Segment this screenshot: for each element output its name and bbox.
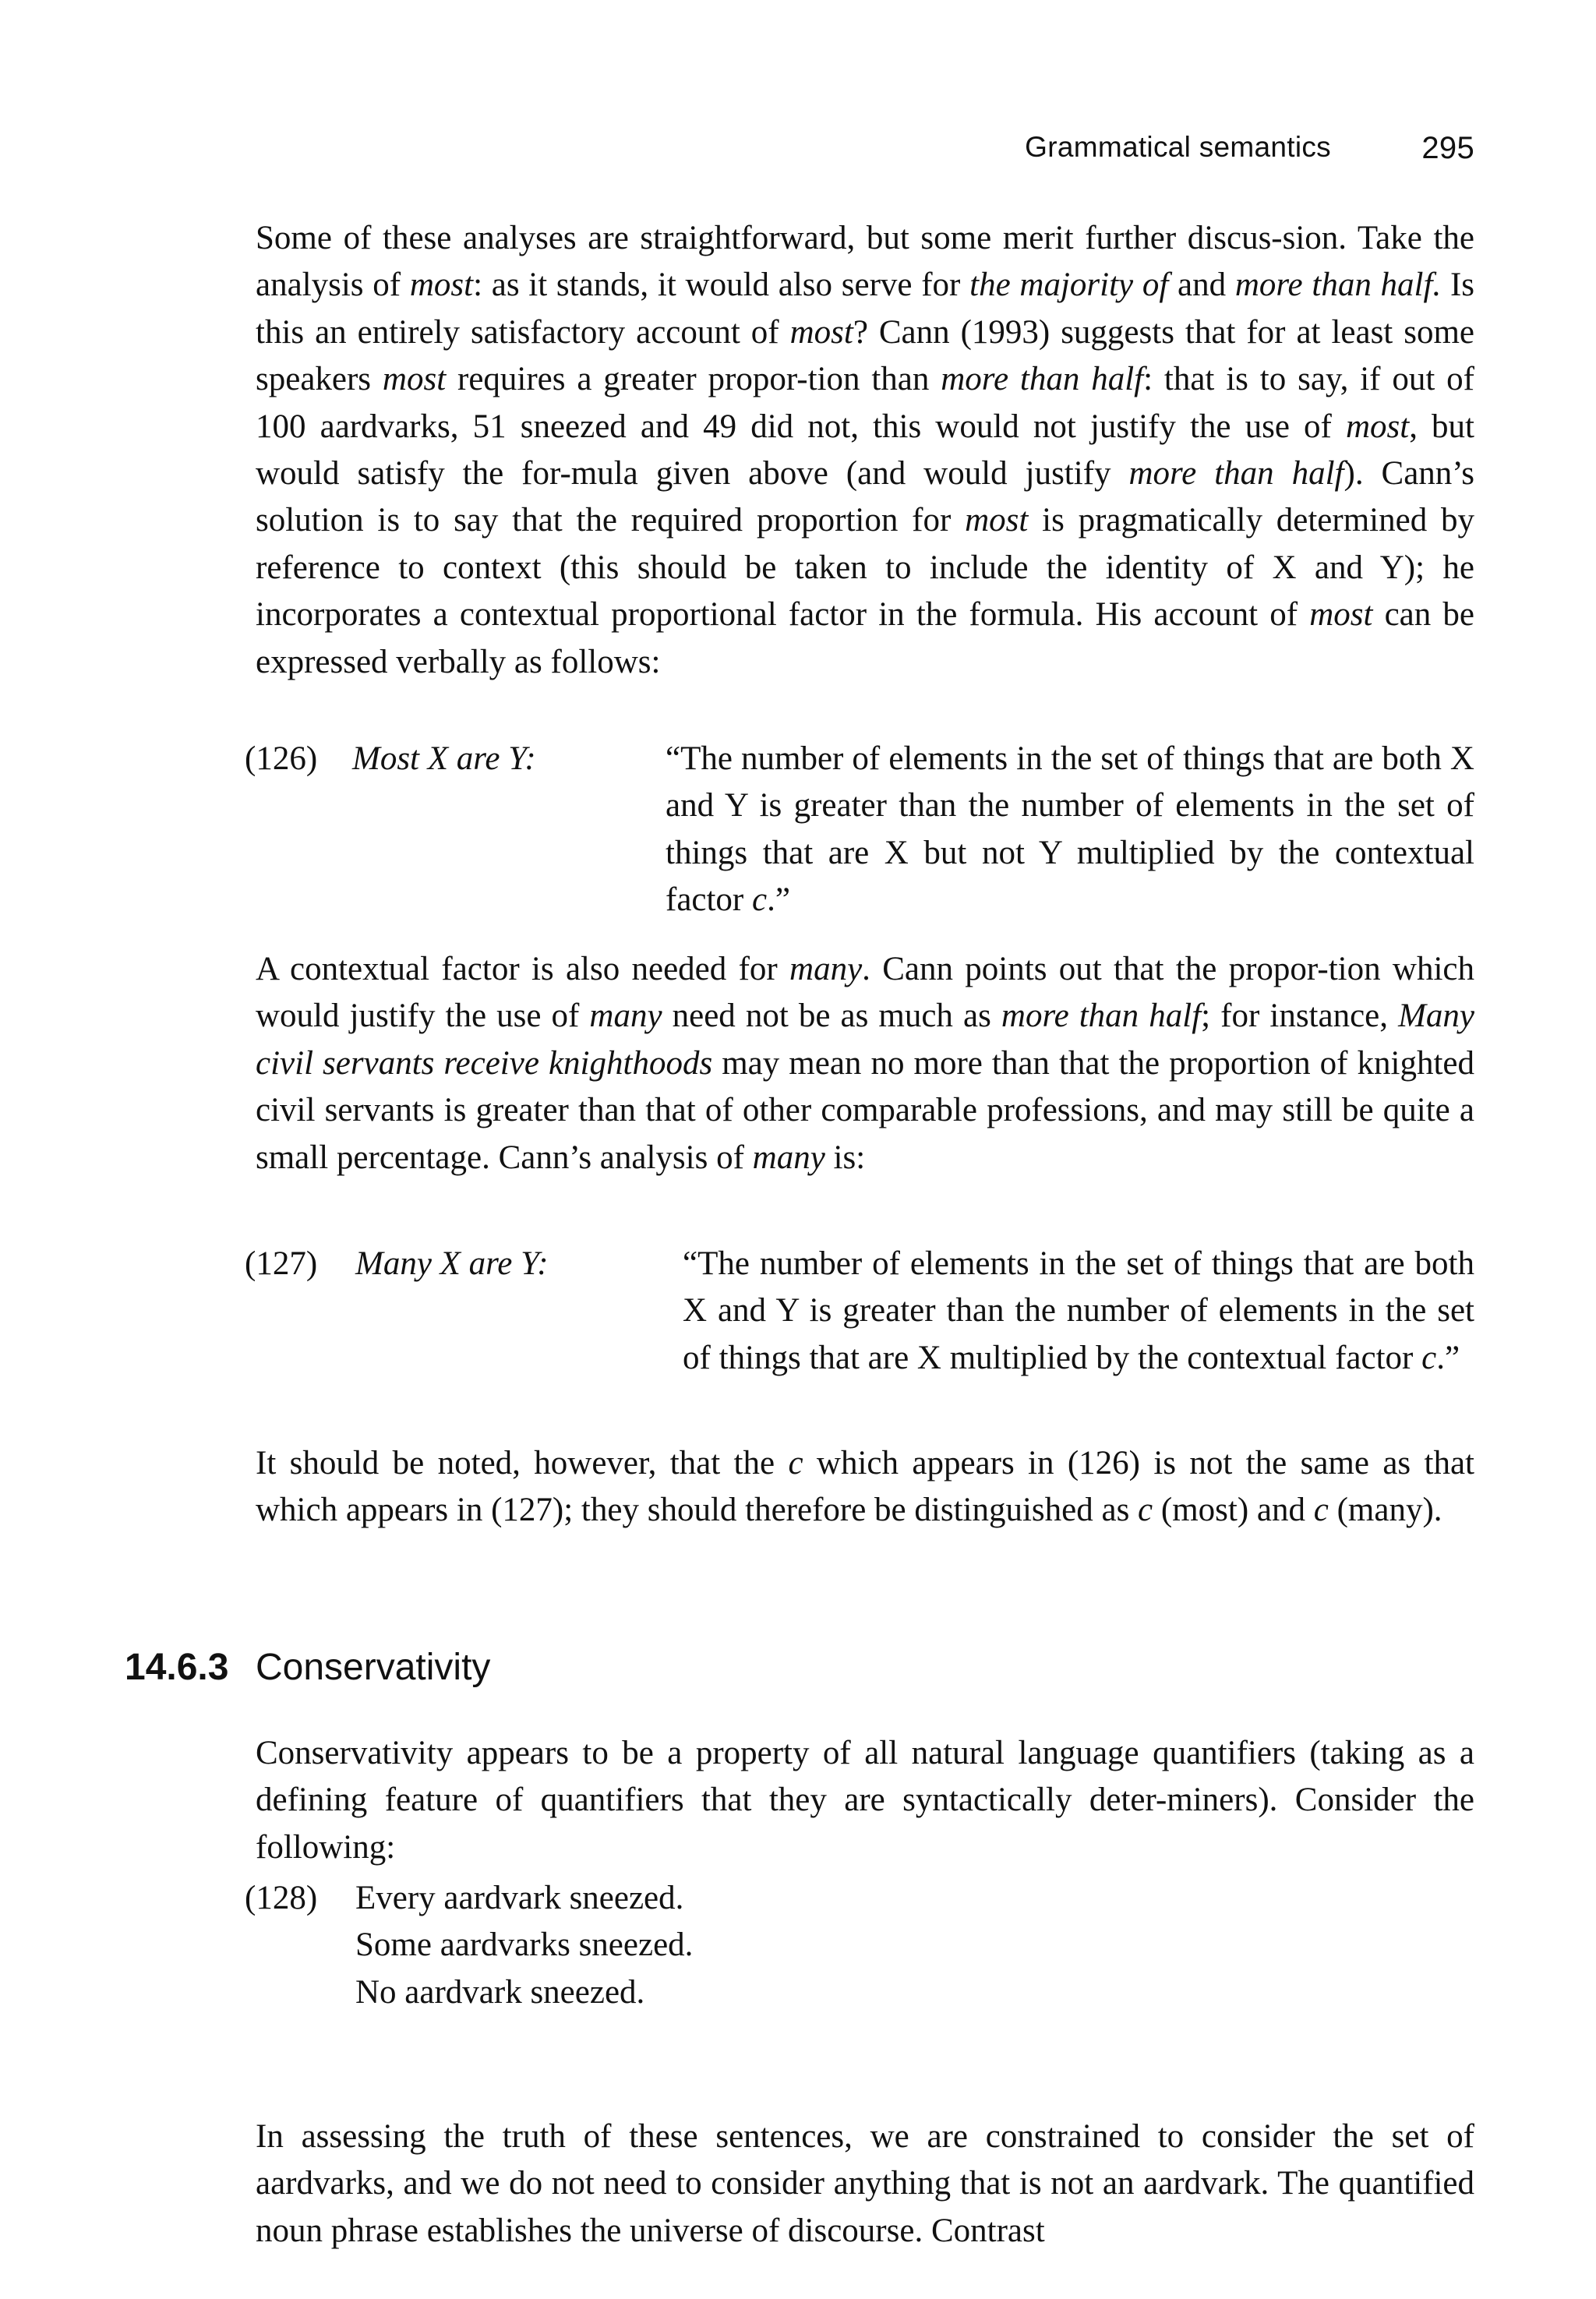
italic-term: c <box>1421 1339 1437 1376</box>
text-run: ; for instance, <box>1201 998 1399 1035</box>
text-run: Is this an entirely satisfactory account of <box>256 267 1474 351</box>
paragraph-conservativity-intro: Conservativity appears to be a property of all natural language quantifiers (taking as a defining feature of quantifiers that they are syntactically deter-miners). Consider the following: <box>256 1735 1474 1866</box>
paragraph-most-analysis <box>256 215 1474 686</box>
text-run: ? Cann (1993) suggests that for at least some speakers <box>256 313 1474 398</box>
text-run: Some of these analyses are straightforward, but some merit further discus-sion. Take the analysis of <box>256 220 1474 304</box>
text-run: .” <box>767 881 790 919</box>
text-run: is pragmatically determined by reference to context (this should be taken to include the identity of X and Y); he incorporates a contextual proportional factor in the formula. His account of <box>256 502 1474 634</box>
italic-term: most <box>1345 408 1410 445</box>
italic-term: more than half. <box>1234 267 1442 304</box>
text-run: , but would satisfy the for-mula given above (and would justify <box>256 408 1474 493</box>
italic-term: many <box>752 1139 825 1176</box>
italic-term: many <box>589 998 662 1035</box>
italic-term: c <box>752 881 768 919</box>
example-number: (128) <box>245 1880 318 1916</box>
section-heading <box>125 1643 490 1693</box>
text-run: .” <box>1436 1339 1460 1376</box>
italic-term: more than half <box>1001 998 1202 1035</box>
text-run: requires a greater propor-tion than <box>446 361 941 398</box>
paragraph-many-analysis <box>256 946 1474 1181</box>
example-sentence: Some aardvarks sneezed. <box>355 1926 694 1964</box>
italic-term: most <box>1309 596 1373 634</box>
text-run: : that is to say, if out of 100 aardvarks, 51 sneezed and 49 did not, this would not justify the use of <box>256 361 1474 445</box>
text-run: which appears in (126) is not the same as that which appears in (127); they should therefore be distinguished as <box>256 1445 1474 1529</box>
running-header <box>920 131 1474 175</box>
italic-term: most <box>409 267 474 304</box>
text-run: . Cann points out that the propor-tion which would justify the use of <box>256 951 1474 1035</box>
italic-term: c <box>1313 1492 1329 1529</box>
italic-term: the majority of <box>969 267 1169 304</box>
text-run: (many). <box>1328 1492 1442 1529</box>
page-number: 295 <box>1421 131 1474 165</box>
text-run: “The number of elements in the set of things that are both X and Y is greater than the number of elements in the set of things that are X but not Y multiplied by the contextual factor <box>666 740 1474 919</box>
example-definition <box>683 1241 1474 1382</box>
text-run: “The number of elements in the set of things that are both X and Y is greater than the number of elements in the set of things that are X multiplied by the contextual factor <box>683 1245 1474 1376</box>
text-run: It should be noted, however, that the <box>256 1445 789 1481</box>
example-number: (126) <box>245 740 318 777</box>
italic-term: c <box>1138 1492 1153 1529</box>
text-run: : as it stands, it would also serve for <box>473 267 970 304</box>
example-label: Many X are Y: <box>355 1245 549 1282</box>
example-sentences <box>355 1875 693 2016</box>
italic-term: most <box>789 313 853 351</box>
italic-term: more than half <box>1128 455 1344 493</box>
section-title: Conservativity <box>256 1647 491 1688</box>
text-run: ). Cann’s solution is to say that the required proportion for <box>256 455 1474 539</box>
example-definition <box>666 736 1474 924</box>
example-label: Most X are Y: <box>352 740 536 777</box>
italic-term: c <box>788 1445 803 1481</box>
example-sentence: Every aardvark sneezed. <box>355 1880 684 1916</box>
italic-term: many <box>789 951 863 987</box>
text-run: A contextual factor is also needed for <box>256 951 790 987</box>
text-run: and <box>1168 267 1235 304</box>
paragraph-c-distinction <box>256 1440 1474 1534</box>
italic-term: most <box>382 361 447 398</box>
running-title: Grammatical semantics <box>1025 131 1331 163</box>
example-sentence: No aardvark sneezed. <box>355 1973 645 2011</box>
example-number: (127) <box>245 1245 318 1282</box>
section-number: 14.6.3 <box>125 1647 229 1688</box>
text-run: need not be as much as <box>662 998 1001 1035</box>
italic-term: more than half <box>941 361 1144 398</box>
text-run: can be expressed verbally as follows: <box>256 596 1474 680</box>
text-run: (most) and <box>1153 1492 1314 1529</box>
paragraph-truth-assessment: In assessing the truth of these sentences, we are constrained to consider the set of aardvarks, and we do not need to consider anything that is not an aardvark. The quantified noun phrase establishes the universe of discourse. Contrast <box>256 2118 1474 2249</box>
italic-term: most <box>965 502 1029 539</box>
italic-term: Many civil servants receive knighthoods <box>256 998 1474 1082</box>
text-run: is: <box>824 1139 866 1176</box>
text-run: may mean no more than that the proportion of knighted civil servants is greater than that of other comparable professions, and may still be quite a small percentage. Cann’s analysis of <box>256 1044 1474 1176</box>
